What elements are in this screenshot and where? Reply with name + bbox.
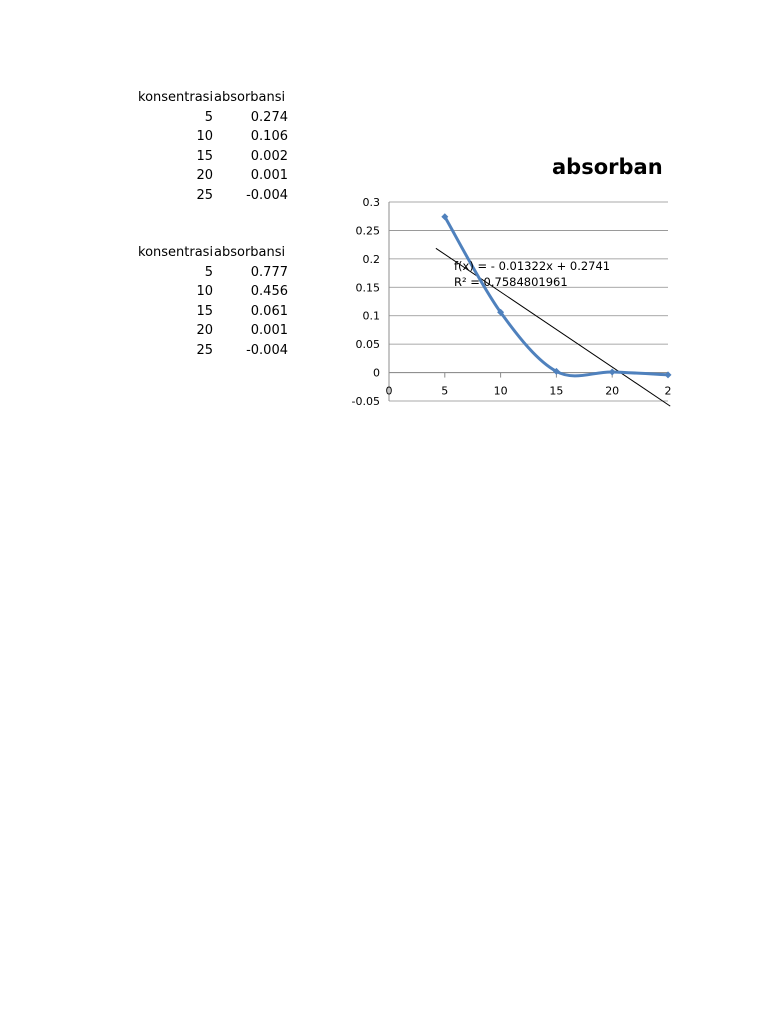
y-cell: 0.002 [250,148,288,164]
x-tick-label: 20 [605,384,620,398]
trendline-annotation: f(x) = - 0.01322x + 0.2741 [454,259,611,273]
y-tick-label: 0 [373,366,380,380]
x-tick-label: 5 [441,384,449,398]
x-tick-label: 15 [549,384,564,398]
series-line [445,217,668,376]
y-cell: 0.061 [250,303,288,319]
x-cell: 10 [196,284,213,299]
scatter-chart [330,150,672,420]
x-tick-label: 2 [664,384,672,398]
header-absorbansi: absorbansi [214,245,286,260]
y-cell: 0.456 [250,284,288,299]
x-cell: 20 [196,323,213,338]
y-tick-label: 0.1 [362,309,380,323]
y-tick-label: -0.05 [351,395,380,408]
x-cell: 15 [196,148,213,164]
y-tick-label: 0.25 [355,224,380,238]
x-cell: 25 [196,187,213,203]
y-cell: 0.777 [250,264,288,280]
y-cell: 0.001 [250,323,288,338]
y-cell: -0.004 [246,342,288,358]
x-cell: 5 [204,264,213,280]
x-cell: 15 [196,303,213,319]
y-tick-label: 0.3 [362,196,380,209]
data-point [609,369,616,376]
x-cell: 25 [196,342,213,358]
chart-title: absorban [552,155,663,179]
x-cell: 5 [204,109,213,125]
header-konsentrasi: konsentrasi [138,90,214,105]
y-cell: 0.106 [250,129,288,144]
chart-container [330,150,672,420]
y-tick-label: 0.2 [362,252,380,266]
y-tick-label: 0.15 [355,281,380,295]
x-tick-label: 10 [493,384,508,398]
trendline-annotation: R² = 0.7584801961 [454,275,568,289]
header-konsentrasi: konsentrasi [138,245,214,260]
header-absorbansi: absorbansi [214,90,286,105]
y-cell: 0.274 [250,109,288,125]
y-cell: -0.004 [246,187,288,203]
y-cell: 0.001 [250,168,288,183]
y-tick-label: 0.05 [355,338,380,352]
x-cell: 20 [196,168,213,183]
x-cell: 10 [196,129,213,144]
x-tick-label: 0 [385,384,393,398]
